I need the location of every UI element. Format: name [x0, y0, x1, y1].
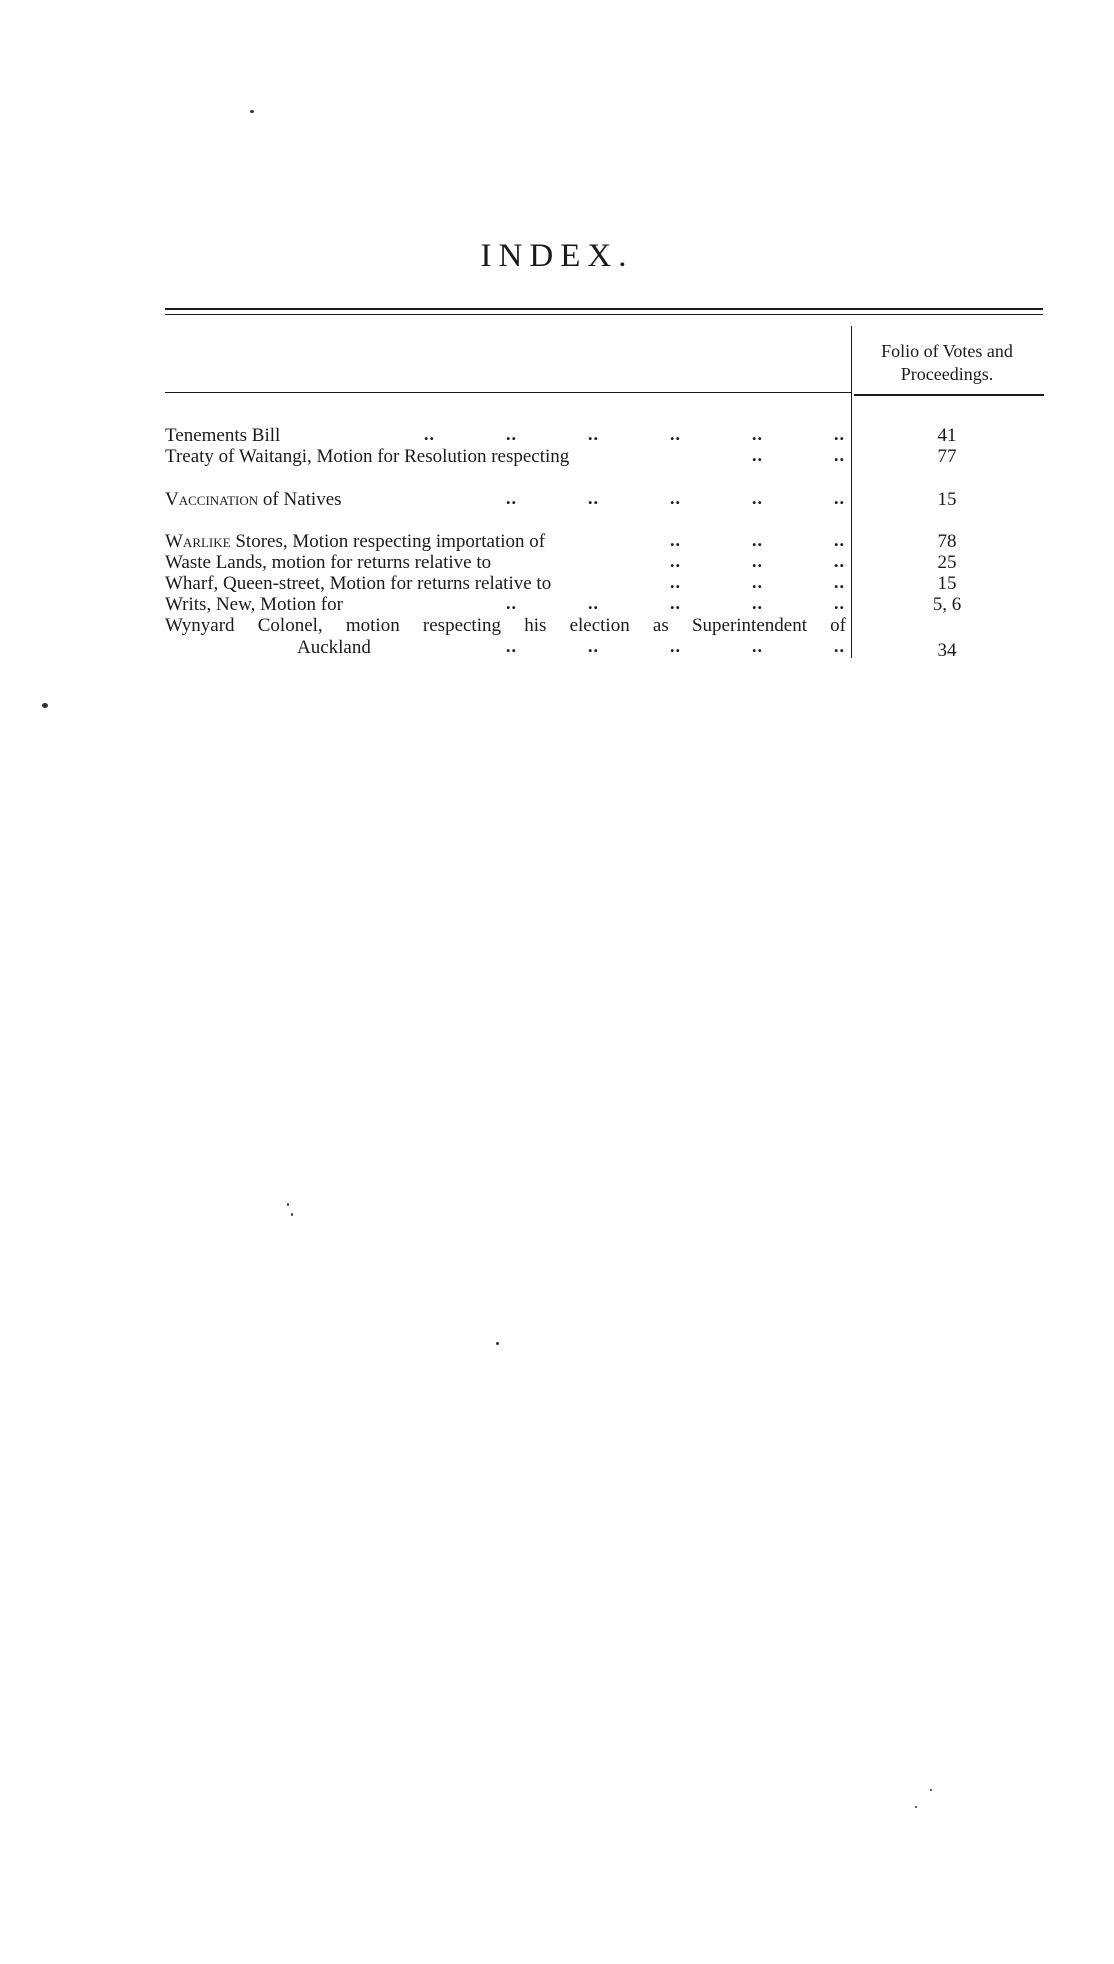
top-double-rule-lower: [165, 314, 1043, 315]
entry-folio: 77: [937, 446, 957, 467]
dot-leaders: .. .. .. .. .. ..: [424, 424, 845, 444]
entry-label: Tenements Bill: [165, 425, 281, 446]
entry-label: Waste Lands, motion for returns relative to: [165, 552, 492, 573]
entry-folio: 25: [937, 552, 957, 573]
entry-folio: 15: [937, 489, 957, 510]
entry-label: Treaty of Waitangi, Motion for Resolution respecting: [165, 446, 570, 467]
dot-leaders: .. .. .. .. ..: [506, 593, 845, 613]
index-entry-continuation: [165, 637, 851, 659]
entry-label: Writs, New, Motion for: [165, 594, 343, 615]
entry-label-small-caps: Warlike: [165, 531, 231, 552]
ink-speck: [250, 110, 254, 113]
header-rule-left: [165, 392, 851, 393]
entry-folio: 15: [937, 573, 957, 594]
ink-speck: [915, 1806, 917, 1808]
entry-label: [165, 531, 545, 553]
ink-speck: [291, 1213, 293, 1216]
entry-label-rest: of Natives: [258, 489, 342, 510]
header-rule-right: [854, 394, 1044, 396]
folio-column-header: Folio of Votes and Proceedings.: [881, 341, 1013, 384]
top-double-rule: [165, 308, 1043, 310]
ink-speck: [496, 1342, 499, 1345]
dot-leaders: .. .. ..: [670, 530, 845, 550]
index-entry: [165, 446, 851, 468]
dot-leaders: .. .. ..: [670, 572, 845, 592]
entry-folio: 78: [937, 531, 957, 552]
entry-label-small-caps: Vaccination: [165, 489, 259, 510]
entry-folio: 5, 6: [932, 594, 962, 615]
index-entry: [165, 615, 851, 637]
entry-label: Wharf, Queen-street, Motion for returns relative to: [165, 573, 552, 594]
entry-label: Auckland: [297, 637, 371, 658]
entry-folio: 41: [937, 425, 957, 446]
ink-speck: [287, 1203, 289, 1206]
entry-folio: 34: [937, 640, 957, 661]
entry-label: Wynyard Colonel, motion respecting his election as Superintendent of: [165, 615, 846, 636]
dot-leaders: .. ..: [752, 445, 845, 465]
dot-leaders: .. .. .. .. ..: [506, 488, 845, 508]
dot-leaders: .. .. .. .. ..: [506, 636, 845, 656]
index-entry: [165, 594, 851, 616]
page-title: INDEX.: [480, 238, 634, 274]
ink-speck: [930, 1789, 932, 1791]
ink-speck: [42, 703, 48, 708]
index-entry: [165, 489, 851, 511]
entry-label-rest: Stores, Motion respecting importation of: [230, 531, 546, 552]
entry-label: [165, 489, 342, 511]
dot-leaders: .. .. ..: [670, 551, 845, 571]
